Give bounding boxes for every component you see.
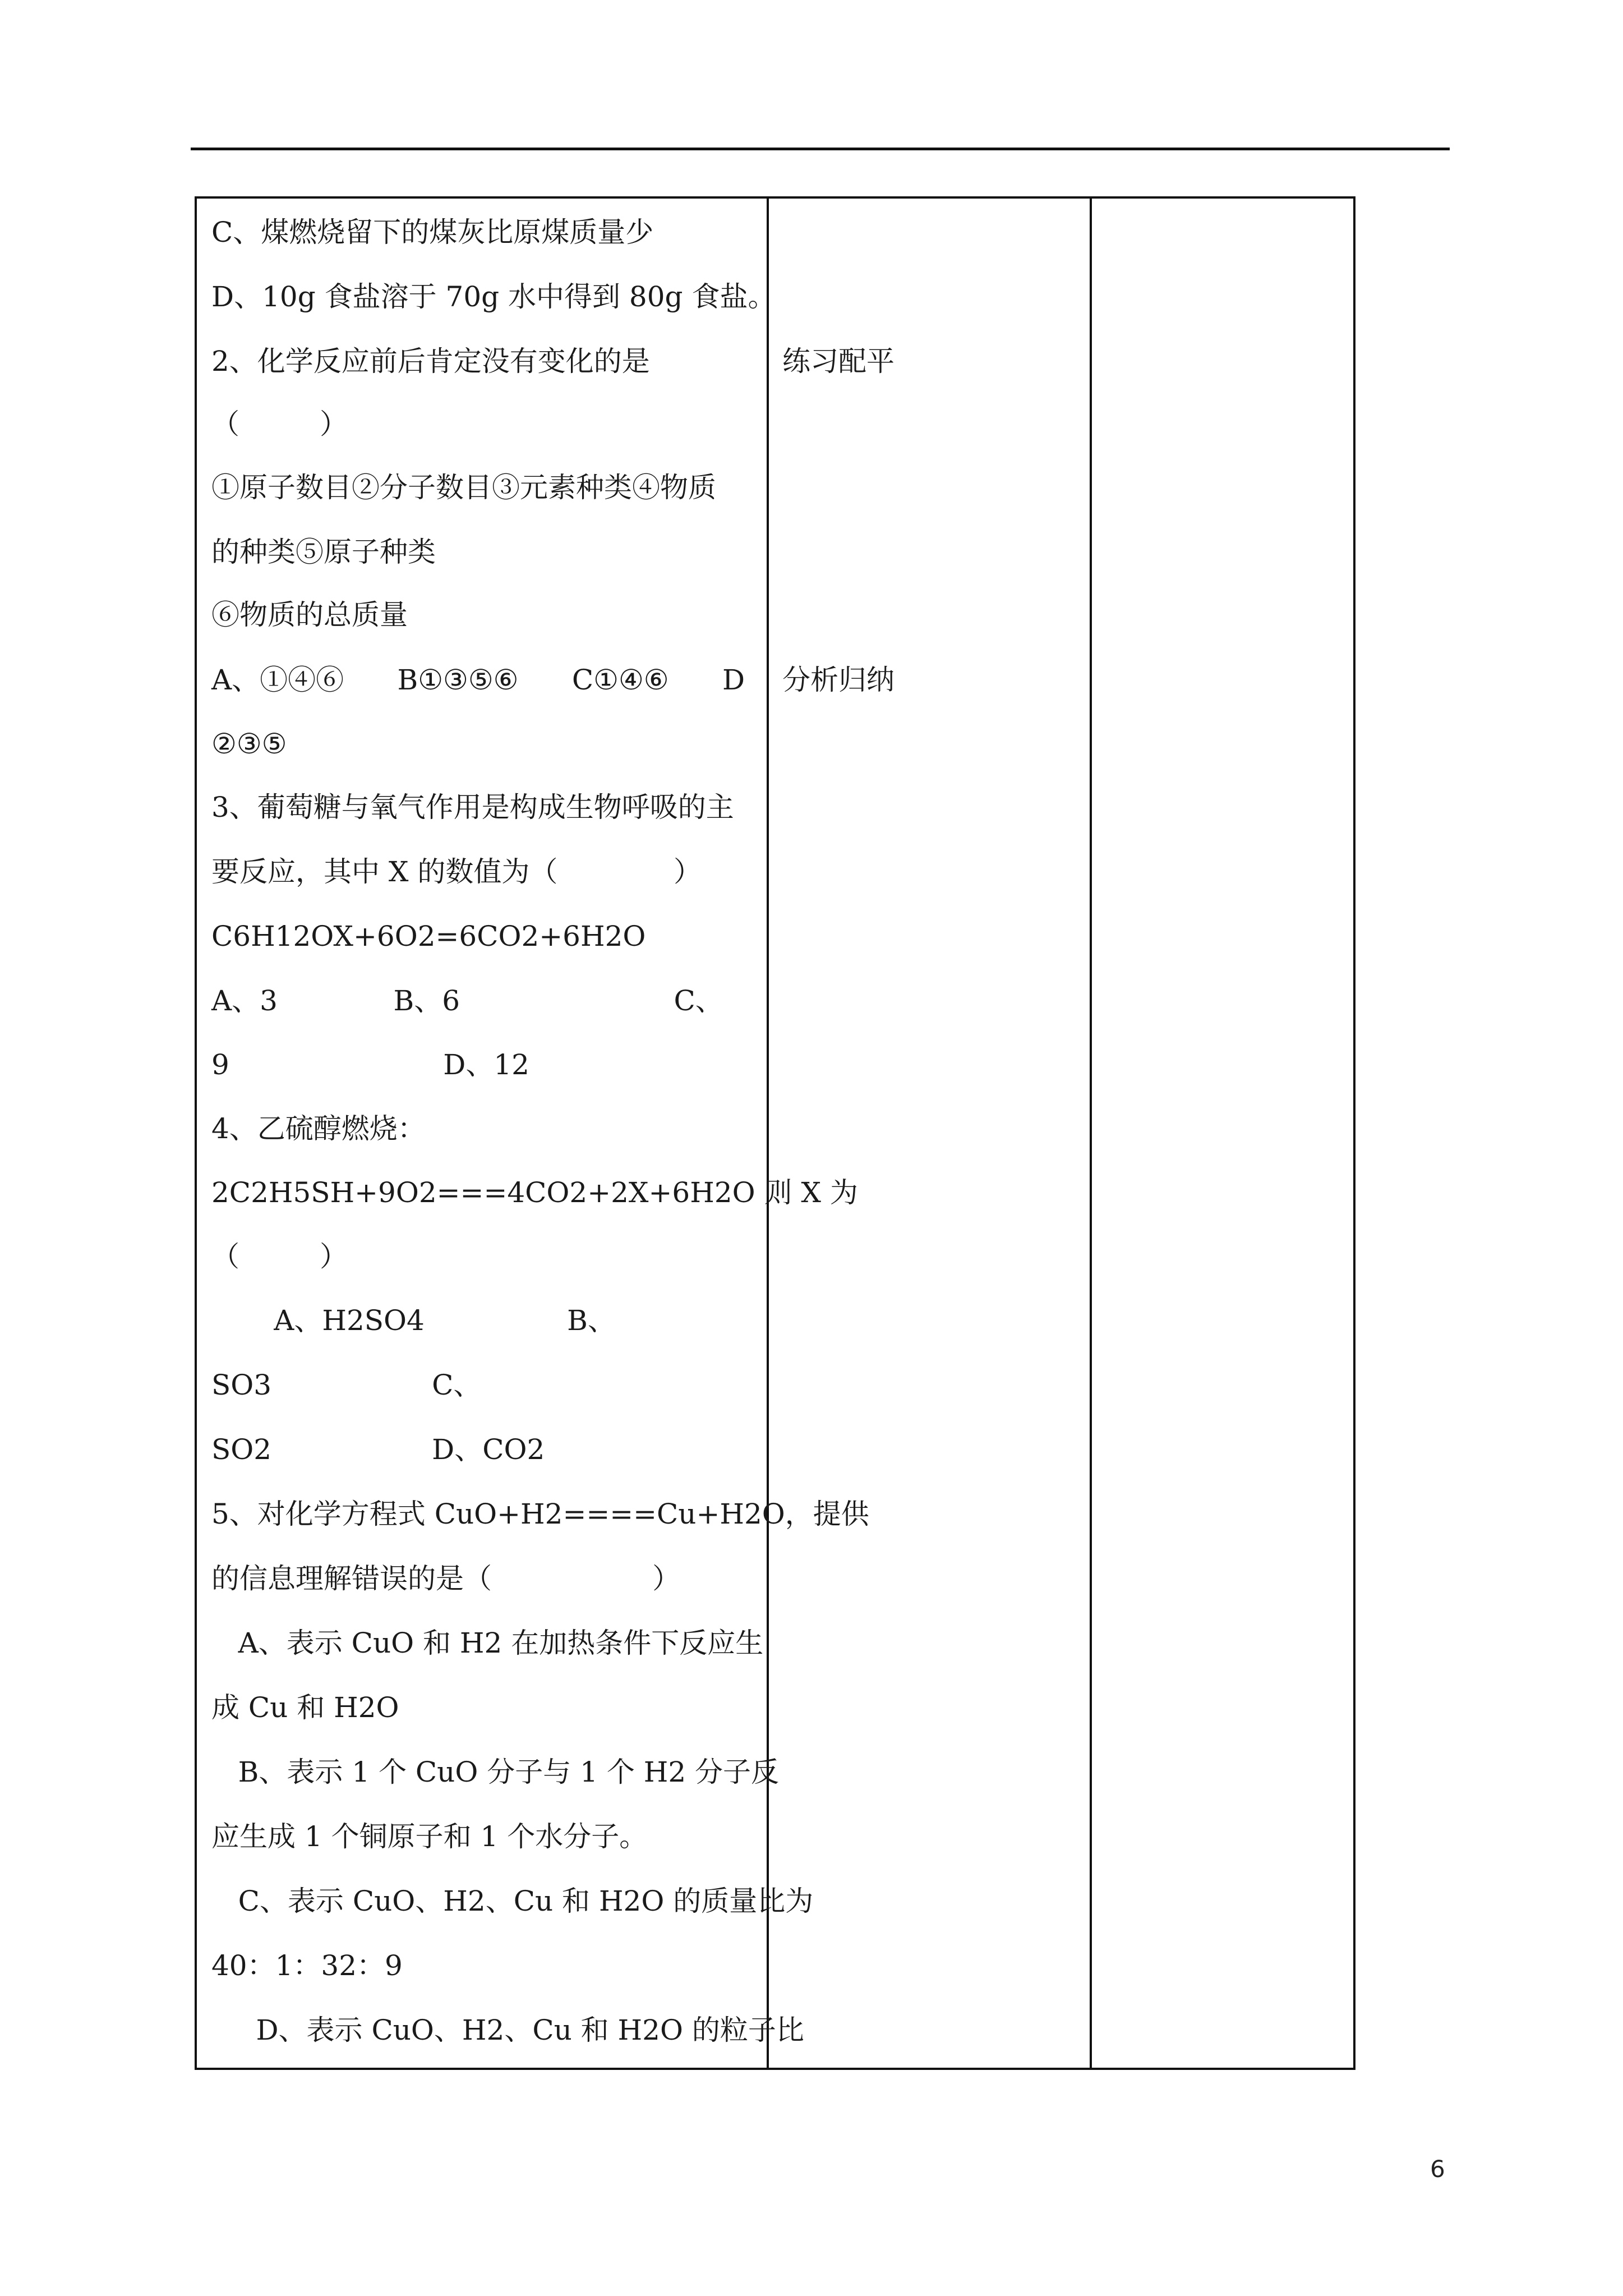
text-line: （ ） — [211, 408, 348, 440]
header-rule — [191, 148, 1450, 150]
text-line: C、煤燃烧留下的煤灰比原煤质量少 — [211, 216, 654, 249]
text-line: ②③⑤ — [211, 728, 287, 760]
text-line: D、表示 CuO、H2、Cu 和 H2O 的粒子比 — [211, 2014, 804, 2046]
text-line: 要反应，其中 X 的数值为（ ） — [211, 855, 702, 888]
text-line: C、表示 CuO、H2、Cu 和 H2O 的质量比为 — [211, 1885, 814, 1917]
text-line: 成 Cu 和 H2O — [211, 1691, 399, 1724]
text-line: A、表示 CuO 和 H2 在加热条件下反应生 — [211, 1627, 764, 1659]
text-line: 2C2H5SH+9O2===4CO2+2X+6H2O 则 X 为 — [211, 1176, 858, 1209]
text-line: 的信息理解错误的是（ ） — [211, 1562, 681, 1595]
text-line: ⑥物质的总质量 — [211, 599, 408, 631]
text-line: 2、化学反应前后肯定没有变化的是 — [211, 345, 650, 378]
text-line: 应生成 1 个铜原子和 1 个水分子。 — [211, 1820, 648, 1853]
text-line: SO2 D、CO2 — [211, 1433, 545, 1466]
text-line: B、表示 1 个 CuO 分子与 1 个 H2 分子反 — [211, 1756, 780, 1788]
text-line: 9 D、12 — [211, 1048, 529, 1081]
text-line: A、3 B、6 C、 — [211, 984, 723, 1017]
text-line: SO3 C、 — [211, 1369, 482, 1401]
text-line: （ ） — [211, 1240, 348, 1273]
text-line: A、①④⑥ B①③⑤⑥ C①④⑥ D — [211, 664, 745, 696]
lesson-table — [195, 196, 1355, 2070]
text-line: 3、葡萄糖与氧气作用是构成生物呼吸的主 — [211, 791, 734, 823]
note-practice: 练习配平 — [782, 345, 895, 378]
column-divider-2 — [1090, 199, 1092, 2068]
text-line: 的种类⑤原子种类 — [211, 536, 436, 568]
text-line: ①原子数目②分子数目③元素种类④物质 — [211, 471, 716, 504]
text-line: A、H2SO4 B、 — [211, 1304, 616, 1337]
text-line: 5、对化学方程式 CuO+H2====Cu+H2O，提供 — [211, 1498, 869, 1530]
note-analyze: 分析归纳 — [782, 664, 895, 696]
text-line: C6H12OX+6O2=6CO2+6H2O — [211, 920, 646, 953]
page-number: 6 — [1430, 2155, 1445, 2183]
text-line: 4、乙硫醇燃烧： — [211, 1112, 426, 1145]
text-line: D、10g 食盐溶于 70g 水中得到 80g 食盐。 — [211, 280, 776, 313]
text-line: 40：1：32：9 — [211, 1949, 403, 1982]
